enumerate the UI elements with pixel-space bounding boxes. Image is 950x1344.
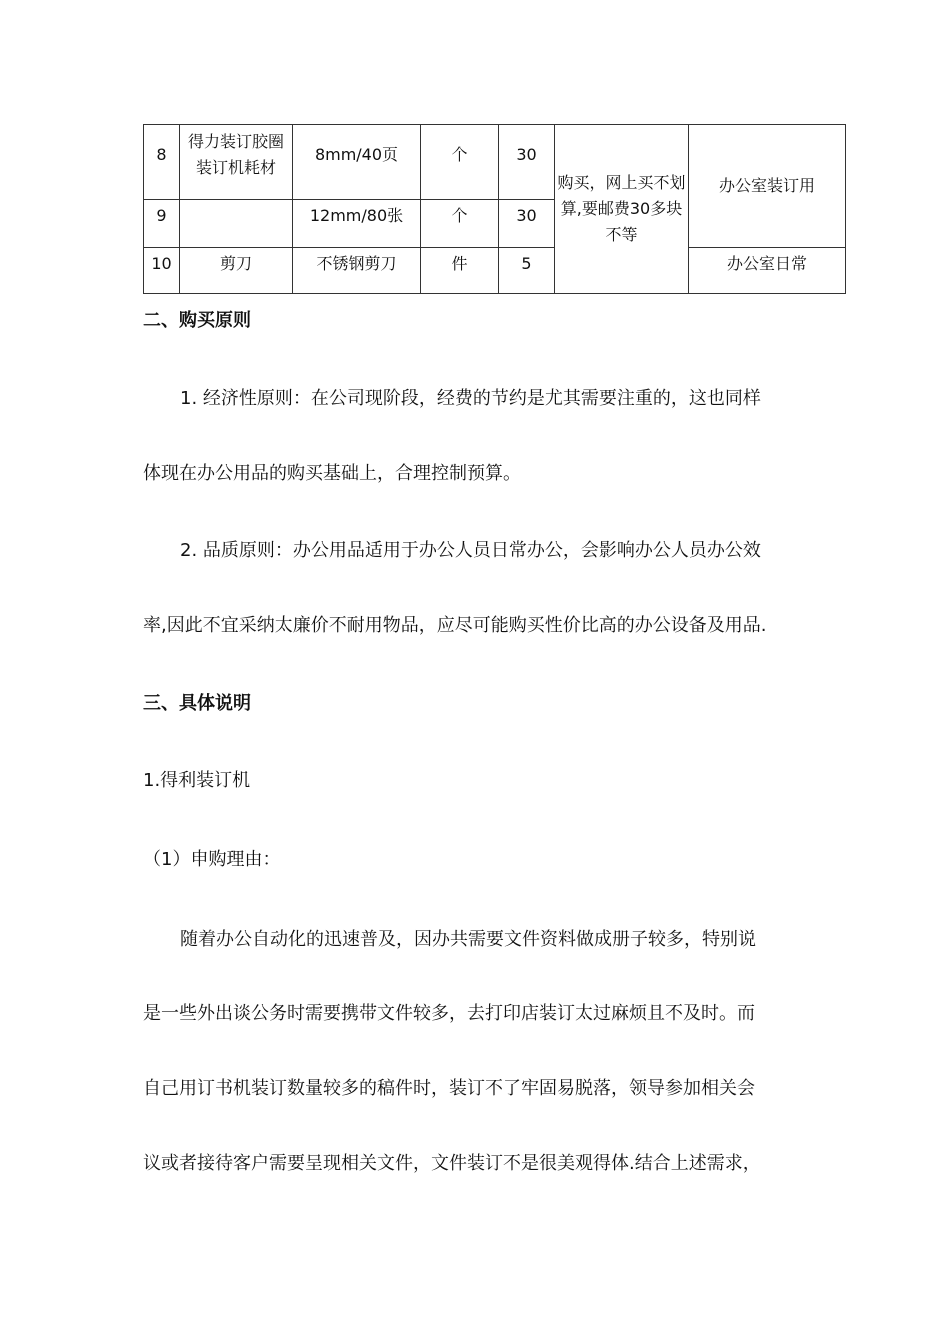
paragraph-line: 随着办公自动化的迅速普及，因办共需要文件资料做成册子较多，特别说 xyxy=(180,929,756,950)
section-heading: 二、购买原则 xyxy=(143,310,251,331)
subsection-title: 1.得利装订机 xyxy=(143,770,251,791)
item-qty: 30 xyxy=(499,200,555,248)
item-name: 剪刀 xyxy=(180,248,293,294)
item-unit: 件 xyxy=(421,248,499,294)
paragraph-line: 自己用订书机装订数量较多的稿件时，装订不了牢固易脱落，领导参加相关会 xyxy=(143,1078,755,1099)
paragraph-line: 2. 品质原则：办公用品适用于办公人员日常办公，会影响办公人员办公效 xyxy=(180,540,761,561)
row-number: 9 xyxy=(144,200,180,248)
table-row xyxy=(144,125,846,200)
usage-binding: 办公室装订用 xyxy=(689,125,846,248)
paragraph-line: 议或者接待客户需要呈现相关文件，文件装订不是很美观得体.结合上述需求， xyxy=(143,1153,761,1174)
table-row xyxy=(144,248,846,294)
usage-daily: 办公室日常 xyxy=(689,248,846,294)
row-number: 10 xyxy=(144,248,180,294)
paragraph-line: 是一些外出谈公务时需要携带文件较多，去打印店装订太过麻烦且不及时。而 xyxy=(143,1003,755,1024)
item-unit: 个 xyxy=(421,200,499,248)
paragraph-line: 1. 经济性原则：在公司现阶段，经费的节约是尤其需要注重的，这也同样 xyxy=(180,388,761,409)
paragraph-line: 率,因此不宜采纳太廉价不耐用物品，应尽可能购买性价比高的办公设备及用品. xyxy=(143,615,767,636)
item-spec: 12mm/80张 xyxy=(293,200,421,248)
purchase-note: 购买，网上买不划算,要邮费30多块不等 xyxy=(555,125,689,294)
item-name: 得力装订胶圈装订机耗材 xyxy=(180,125,293,200)
items-table xyxy=(143,124,846,294)
paragraph-line: 体现在办公用品的购买基础上，合理控制预算。 xyxy=(143,463,521,484)
item-spec: 8mm/40页 xyxy=(293,125,421,200)
section-heading: 三、具体说明 xyxy=(143,693,251,714)
subsection-title: （1）申购理由： xyxy=(143,849,281,870)
item-spec: 不锈钢剪刀 xyxy=(293,248,421,294)
item-unit: 个 xyxy=(421,125,499,200)
item-name xyxy=(180,200,293,248)
item-qty: 30 xyxy=(499,125,555,200)
row-number: 8 xyxy=(144,125,180,200)
item-qty: 5 xyxy=(499,248,555,294)
